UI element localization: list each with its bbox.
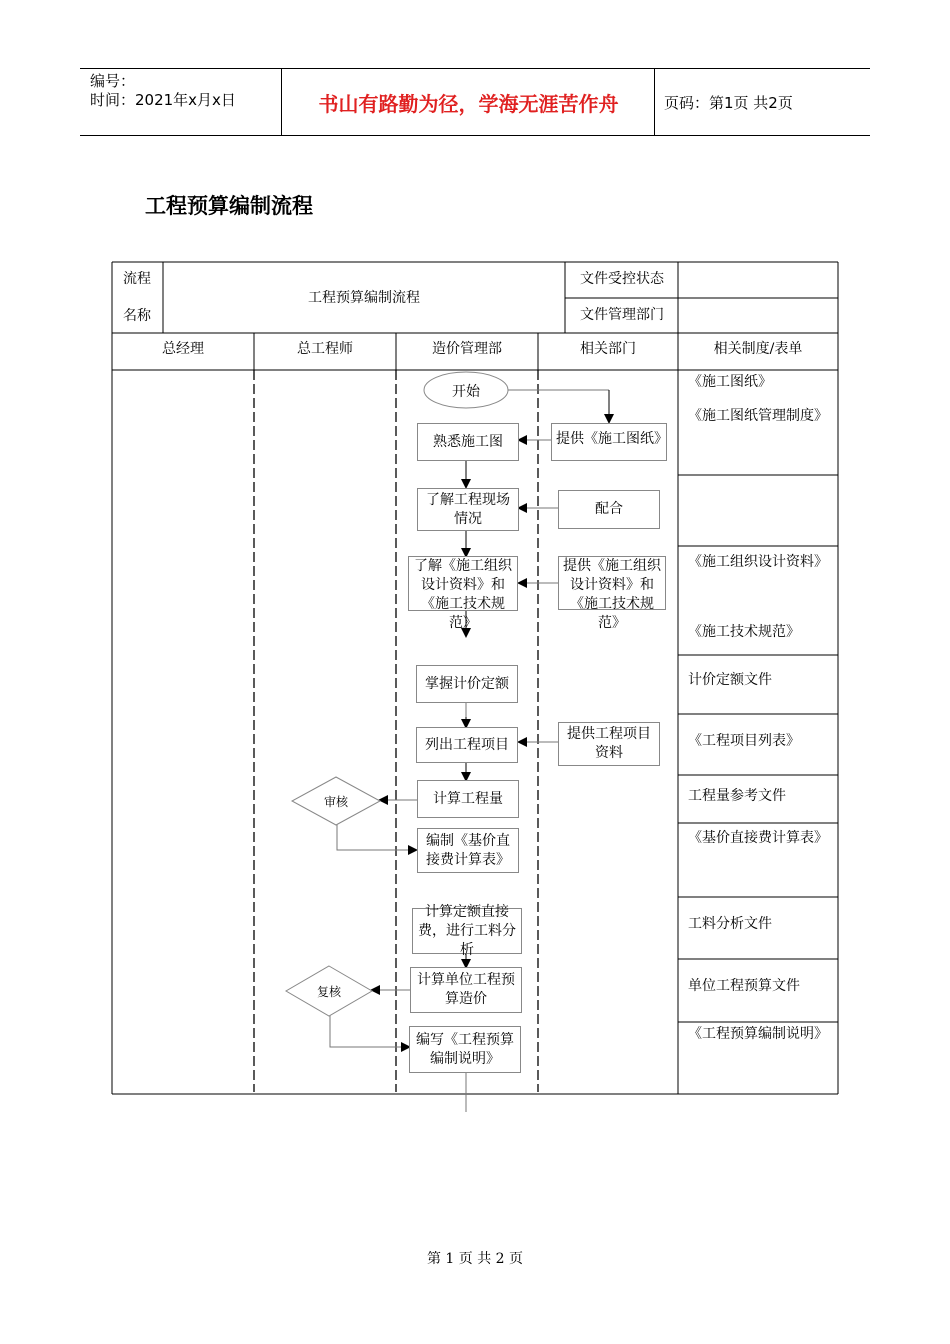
page-title: 工程预算编制流程 xyxy=(145,194,313,218)
control-status-label: 文件受控状态 xyxy=(580,271,664,287)
review-node: 审核 xyxy=(323,795,348,809)
step-read-drawings: 熟悉施工图 xyxy=(417,423,519,461)
column-forms: 相关制度/表单 xyxy=(713,341,803,357)
step-direct-cost-table: 编制《基价直接费计算表》 xyxy=(417,828,519,873)
form-direct-cost-table: 《基价直接费计算表》 xyxy=(688,830,828,846)
form-drawing-management: 《施工图纸管理制度》 xyxy=(688,408,828,424)
form-technical-specs: 《施工技术规范》 xyxy=(688,624,800,640)
form-material-analysis: 工料分析文件 xyxy=(688,916,772,932)
column-general-manager: 总经理 xyxy=(162,341,204,357)
step-list-items: 列出工程项目 xyxy=(416,727,518,763)
step-site-survey: 了解工程现场情况 xyxy=(417,488,519,531)
header-motto: 书山有路勤为径，学海无涯苦作舟 xyxy=(318,92,619,116)
start-node: 开始 xyxy=(452,384,480,400)
process-name: 工程预算编制流程 xyxy=(308,290,420,306)
step-construction-docs: 了解《施工组织设计资料》和《施工技术规范》 xyxy=(408,556,518,611)
step-pricing-quota: 掌握计价定额 xyxy=(416,665,518,703)
column-cost-management: 造价管理部 xyxy=(432,341,502,357)
form-budget-notes: 《工程预算编制说明》 xyxy=(688,1026,828,1042)
form-item-list: 《工程项目列表》 xyxy=(688,733,800,749)
step-material-analysis: 计算定额直接费，进行工料分析 xyxy=(412,908,522,954)
form-pricing-quota: 计价定额文件 xyxy=(688,672,772,688)
doc-number-label: 编号： xyxy=(90,72,136,90)
related-provide-items: 提供工程项目资料 xyxy=(558,722,660,766)
related-provide-drawings: 提供《施工图纸》 xyxy=(551,423,667,461)
doc-time: 时间：2021年x月x日 xyxy=(90,91,236,109)
related-provide-docs: 提供《施工组织设计资料》和《施工技术规范》 xyxy=(558,556,666,610)
step-budget-notes: 编写《工程预算编制说明》 xyxy=(409,1026,521,1073)
column-related-dept: 相关部门 xyxy=(580,341,636,357)
form-drawings: 《施工图纸》 xyxy=(688,374,772,390)
process-label-1: 流程 xyxy=(123,271,151,287)
column-chief-engineer: 总工程师 xyxy=(297,341,353,357)
process-label-2: 名称 xyxy=(123,308,151,324)
management-dept-label: 文件管理部门 xyxy=(580,307,664,323)
page-info: 页码：第1页 共2页 xyxy=(664,94,793,112)
form-quantity-reference: 工程量参考文件 xyxy=(688,788,786,804)
form-construction-design: 《施工组织设计资料》 xyxy=(688,554,828,570)
step-calc-quantities: 计算工程量 xyxy=(417,780,519,818)
step-unit-budget: 计算单位工程预算造价 xyxy=(410,967,522,1013)
recheck-node: 复核 xyxy=(316,985,341,999)
page-footer: 第 1 页 共 2 页 xyxy=(426,1251,524,1267)
form-unit-budget: 单位工程预算文件 xyxy=(688,978,800,994)
related-cooperate: 配合 xyxy=(558,490,660,529)
